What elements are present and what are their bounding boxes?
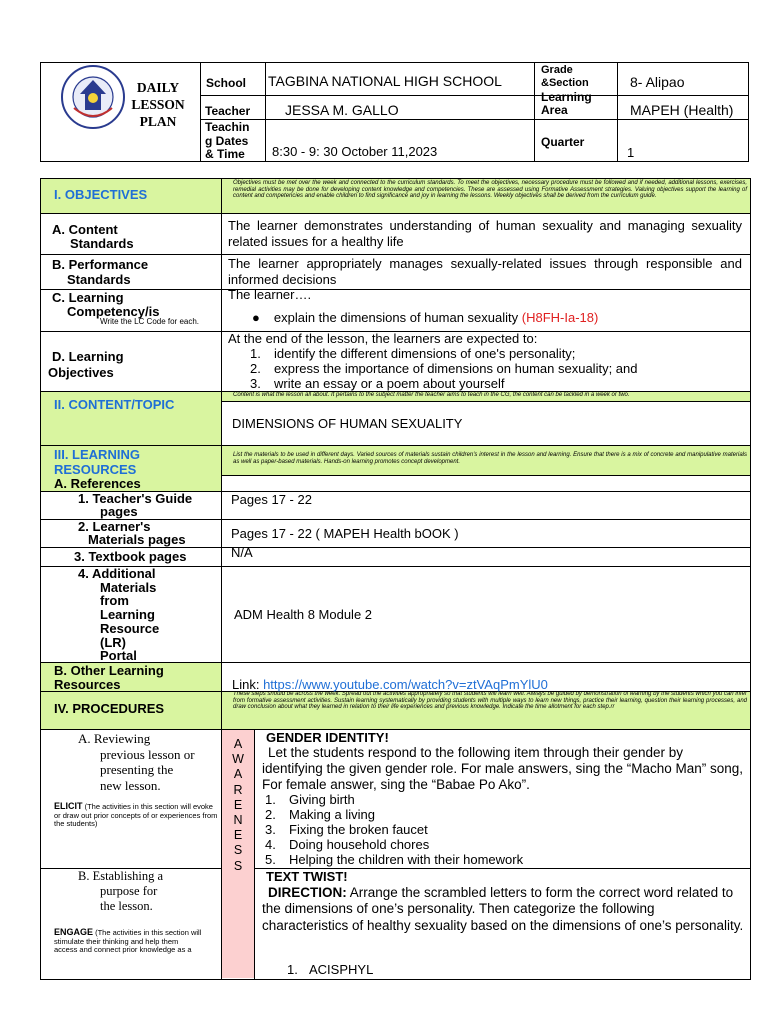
competency-label: C. Learning Competency/is [52,290,160,319]
grade-label: Grade &Section [541,64,589,89]
list-item: 5. Helping the children with their homework [265,852,524,867]
procedures-heading: IV. PROCEDURES [54,701,165,716]
competency-note: Write the LC Code for each. [100,317,200,326]
awareness-letter: S [233,858,243,873]
quarter-label: Quarter [541,135,585,149]
textbook-label: 3. Textbook pages [74,549,187,564]
competency-intro: The learner…. [228,287,312,302]
awareness-letter: A [233,767,243,782]
quarter-value: 1 [627,145,635,160]
dates-label: Teachin g Dates & Time [205,120,250,161]
awareness-letter: S [233,843,243,858]
learning-objectives-list [250,346,745,391]
elicit-note: ELICIT (The activities in this section will evoke or draw out prior concepts of or experiences from the students) [54,801,218,828]
youtube-link[interactable]: https://www.youtube.com/watch?v=ztVAqPmYlU0 [263,677,548,692]
awareness-letter: E [233,828,243,843]
other-resources-value: Link: https://www.youtube.com/watch?v=ztVAqPmYlU0 [232,677,548,692]
dates-value: 8:30 - 9: 30 October 11,2023 [272,144,438,159]
list-item: 1. identify the different dimensions of one's personality; [250,346,576,361]
other-resources-label: B. Other Learning Resources [54,663,164,692]
awareness-letter: R [233,782,243,797]
content-topic-note: Content is what the lesson all about. It pertains to the subject matter the teacher aims to teach in the CG, the content can be tackled in a week or two. [233,392,630,398]
area-value: MAPEH (Health) [630,102,734,118]
plan-title: DAILY LESSON PLAN [131,80,185,129]
resources-heading: III. LEARNING RESOURCES [54,447,140,477]
performance-standards-text: The learner appropriately manages sexually-related issues through responsible and informed decisions [228,256,742,287]
performance-standards-label: B. Performance Standards [52,257,149,287]
area-label: Learning Area [541,90,592,117]
competency-item: ● explain the dimensions of human sexuality (H8FH-Ia-18) [252,310,599,325]
awareness-letter: A [233,737,243,751]
tg-value: Pages 17 - 22 [231,492,312,507]
lm-label: 2. Learner's Materials pages [78,519,186,547]
list-item: 1. ACISPHYL [287,962,374,977]
grade-value: 8- Alipao [630,74,685,90]
school-value: TAGBINA NATIONAL HIGH SCHOOL [268,73,502,89]
list-item: 3. write an essay or a poem about yourself [250,376,505,391]
school-label: School [206,76,247,90]
list-item: 2. Making a living [265,807,375,822]
list-item: 1. Giving birth [265,792,355,807]
objectives-note: Objectives must be met over the week and connected to the curriculum standards. To meet the objectives, necessary procedure must be followed and if needed, additional lessons, exercises, remedial activities may be done for developing content knowledge and competencies. These are assessed using Formative Assessment strategies. Valuing objectives support the learning of content and competencies and enable children to find significance and joy in learning the lessons. Weekly objectives shall be derived from the curriculum guide. [233,180,747,199]
learning-objectives-intro: At the end of the lesson, the learners are expected to: [228,331,538,346]
awareness-letter: N [233,813,243,828]
teacher-label: Teacher [205,104,251,118]
additional-materials-label: 4. Additional Materials from Learning Resource (LR) Portal [78,566,160,664]
textbook-value: N/A [231,545,253,560]
learning-objectives-label: D. Learning Objectives [48,349,124,380]
content-topic-value: DIMENSIONS OF HUMAN SEXUALITY [232,416,463,431]
gender-identity-text: Let the students respond to the following item through their gender by identifying the given gender role. For male answers, sing the “Macho Man” song, For female answer, sing the “Babae Po Ako”. [262,745,743,792]
reviewing-label: A. Reviewing previous lesson or presenting the new lesson. [78,731,195,793]
additional-materials-value: ADM Health 8 Module 2 [234,607,373,622]
references-label: A. References [54,476,141,491]
gender-identity-title: GENDER IDENTITY! [266,730,389,745]
text-twist-title: TEXT TWIST! [266,869,348,884]
resources-note: List the materials to be used in different days. Varied sources of materials sustain children's interest in the lesson and learning. Ensure that there is a mix of concrete and manipulative materials as well as paper-based materials. Hands-on learning promotes concept development. [233,452,747,465]
scrambled-words-list [287,962,373,977]
gender-roles-list [265,792,745,867]
awareness-letter: W [232,752,244,767]
list-item: 3. Fixing the broken faucet [265,822,428,837]
establishing-label: B. Establishing a purpose for the lesson. [78,869,164,913]
list-item: 4. Doing household chores [265,837,430,852]
content-standards-label: A. Content Standards [52,222,134,251]
awareness-letter: E [233,797,243,812]
lm-value: Pages 17 - 22 ( MAPEH Health bOOK ) [231,526,459,541]
deped-seal-icon [60,64,126,130]
awareness-vertical-label [222,737,254,874]
content-standards-text: The learner demonstrates understanding of human sexuality and managing sexuality related issues for a healthy life [228,218,742,249]
list-item: 2. express the importance of dimensions on human sexuality; and [250,361,638,376]
teacher-value: JESSA M. GALLO [285,102,399,118]
procedures-note: These steps should be across the week. Spread out the activities appropriately so that students will learn well. Always be guided by demonstration of learning by the students which you can infer from formative assessment activities. Sustain learning systematically by providing students with multiple ways to learn new things, practice their learning, question their learning processes, and draw conclusion about what they learned in relation to their life experiences and previous knowledge. Indicate the time allotment for each step.rr [233,691,747,710]
content-topic-heading: II. CONTENT/TOPIC [54,397,175,412]
tg-label: 1. Teacher's Guide pages [78,491,193,519]
objectives-heading: I. OBJECTIVES [54,187,148,202]
text-twist-direction: DIRECTION: Arrange the scrambled letters to form the correct word related to the dimensions of one’s personality. Then categorize the following characteristics of healthy sexuality based on the dimensions of one’s personality. [262,885,744,933]
engage-note: ENGAGE (The activities in this section will stimulate their thinking and help them access and connect prior knowledge as a [54,927,202,954]
